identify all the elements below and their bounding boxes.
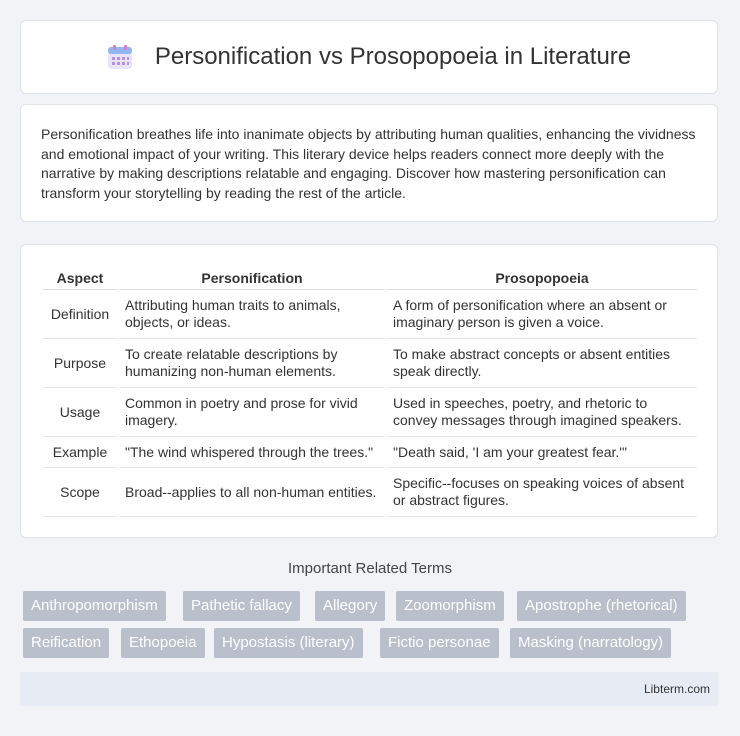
tag-zoomorphism[interactable]: Zoomorphism	[396, 591, 504, 621]
tag-fictio-personae[interactable]: Fictio personae	[380, 628, 499, 658]
cell-prosopopoeia: "Death said, 'I am your greatest fear.'"	[387, 437, 697, 468]
footer-site-link[interactable]: Libterm.com	[643, 682, 710, 696]
cell-personification: Broad--applies to all non-human entities.	[119, 468, 385, 517]
tag-pathetic-fallacy[interactable]: Pathetic fallacy	[183, 591, 300, 621]
table-row	[43, 388, 697, 437]
cell-prosopopoeia: Specific--focuses on speaking voices of absent or abstract figures.	[387, 468, 697, 517]
calendar-icon	[107, 44, 133, 70]
tag-masking[interactable]: Masking (narratology)	[510, 628, 671, 658]
cell-prosopopoeia: To make abstract concepts or absent entities speak directly.	[387, 339, 697, 388]
tag-reification[interactable]: Reification	[23, 628, 109, 658]
tag-apostrophe[interactable]: Apostrophe (rhetorical)	[517, 591, 686, 621]
header-aspect: Aspect	[43, 263, 117, 290]
footer	[20, 672, 718, 706]
cell-prosopopoeia: Used in speeches, poetry, and rhetoric to convey messages through imagined speakers.	[387, 388, 697, 437]
tag-anthropomorphism[interactable]: Anthropomorphism	[23, 591, 166, 621]
cell-prosopopoeia: A form of personification where an absent or imaginary person is given a voice.	[387, 290, 697, 339]
cell-aspect: Example	[43, 437, 117, 468]
tag-ethopoeia[interactable]: Ethopoeia	[121, 628, 205, 658]
intro-card	[20, 104, 718, 222]
tag-hypostasis[interactable]: Hypostasis (literary)	[214, 628, 363, 658]
table-row	[43, 290, 697, 339]
cell-aspect: Usage	[43, 388, 117, 437]
table-header-row	[43, 263, 697, 290]
cell-personification: To create relatable descriptions by humanizing non-human elements.	[119, 339, 385, 388]
title-card	[20, 20, 718, 94]
cell-personification: Attributing human traits to animals, objects, or ideas.	[119, 290, 385, 339]
table-row	[43, 339, 697, 388]
header-prosopopoeia: Prosopopoeia	[387, 263, 697, 290]
related-terms-title: Important Related Terms	[288, 560, 452, 577]
page-title: Personification vs Prosopopoeia in Literature	[154, 43, 632, 70]
comparison-card	[20, 244, 718, 538]
comparison-table	[41, 263, 699, 517]
cell-aspect: Scope	[43, 468, 117, 517]
cell-aspect: Purpose	[43, 339, 117, 388]
table-row	[43, 437, 697, 468]
header-personification: Personification	[119, 263, 385, 290]
table-row	[43, 468, 697, 517]
cell-personification: "The wind whispered through the trees."	[119, 437, 385, 468]
cell-personification: Common in poetry and prose for vivid imagery.	[119, 388, 385, 437]
intro-text: Personification breathes life into inanimate objects by attributing human qualities, enhancing the vividness and emotional impact of your writing. This literary device helps readers connect more deeply with the narrative by making descriptions relatable and engaging. Discover how mastering personification can transform your storytelling by reading the rest of the article.	[41, 126, 696, 201]
cell-aspect: Definition	[43, 290, 117, 339]
tag-allegory[interactable]: Allegory	[315, 591, 385, 621]
